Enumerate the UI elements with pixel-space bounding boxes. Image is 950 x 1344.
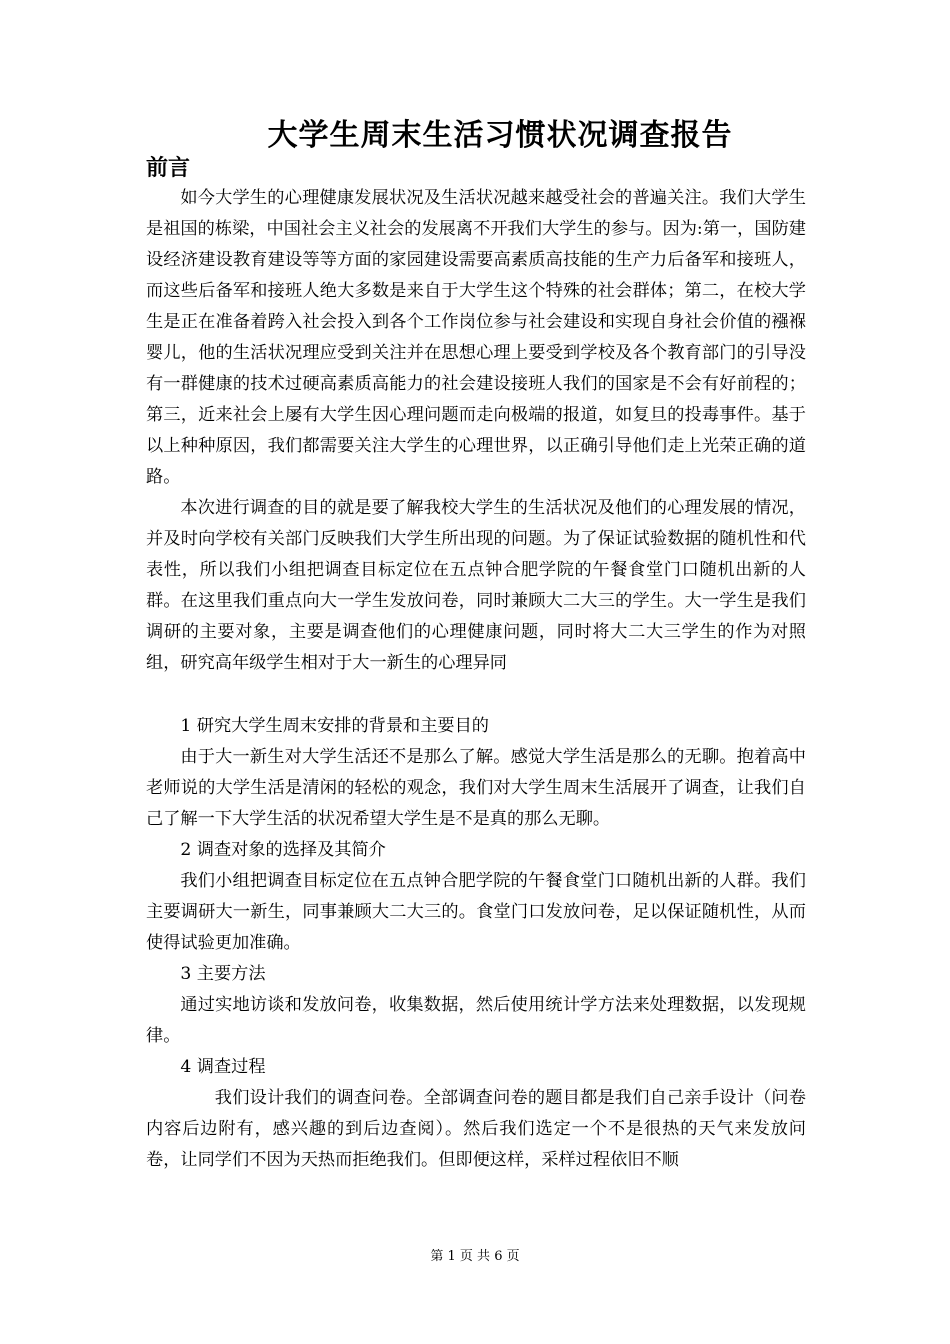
- section-2-heading: 2 调查对象的选择及其简介: [180, 840, 386, 860]
- section-1-heading: 1 研究大学生周末安排的背景和主要目的: [180, 716, 489, 736]
- section-3-heading: 3 主要方法: [180, 964, 266, 984]
- document-body: [146, 183, 806, 1176]
- document-title: 大学生周末生活习惯状况调查报告: [267, 118, 733, 153]
- section-4-text: 我们设计我们的调查问卷。全部调查问卷的题目都是我们自己亲手设计（问卷内容后边附有，感兴趣的到后边查阅）。然后我们选定一个不是很热的天气来发放问卷，让同学们不因为天热而拒绝我们。但即便这样，采样过程依旧不顺: [146, 1088, 806, 1170]
- preface-paragraph-2: 本次进行调查的目的就是要了解我校大学生的生活状况及他们的心理发展的情况，并及时向学校有关部门反映我们大学生所出现的问题。为了保证试验数据的随机性和代表性，所以我们小组把调查目标定位在五点钟合肥学院的午餐食堂门口随机出新的人群。在这里我们重点向大一学生发放问卷，同时兼顾大二大三的学生。大一学生是我们调研的主要对象，主要是调查他们的心理健康问题，同时将大二大三学生的作为对照组，研究高年级学生相对于大一新生的心理异同: [146, 498, 806, 673]
- section-1-text: 由于大一新生对大学生活还不是那么了解。感觉大学生活是那么的无聊。抱着高中老师说的大学生活是清闲的轻松的观念，我们对大学生周末生活展开了调查，让我们自己了解一下大学生活的状况希望大学生是不是真的那么无聊。: [146, 747, 806, 829]
- section-gap: [146, 679, 806, 711]
- preface-paragraph-1: 如今大学生的心理健康发展状况及生活状况越来越受社会的普遍关注。我们大学生是祖国的栋梁，中国社会主义社会的发展离不开我们大学生的参与。因为:第一，国防建设经济建设教育建设等等方面的家园建设需要高素质高技能的生产力后备军和接班人，而这些后备军和接班人绝大多数是来自于大学生这个特殊的社会群体；第二，在校大学生是正在准备着跨入社会投入到各个工作岗位参与社会建设和实现自身社会价值的襁褓婴儿，他的生活状况理应受到关注并在思想心理上要受到学校及各个教育部门的引导没有一群健康的技术过硬高素质高能力的社会建设接班人我们的国家是不会有好前程的；第三，近来社会上屡有大学生因心理问题而走向极端的报道，如复旦的投毒事件。基于以上种种原因，我们都需要关注大学生的心理世界，以正确引导他们走上光荣正确的道路。: [146, 188, 806, 487]
- section-3-text: 通过实地访谈和发放问卷，收集数据，然后使用统计学方法来处理数据，以发现规律。: [146, 995, 806, 1046]
- page-footer: 第 1 页 共 6 页: [430, 1249, 520, 1264]
- section-4-heading: 4 调查过程: [180, 1057, 266, 1077]
- preface-heading: 前言: [146, 155, 191, 181]
- section-2-text: 我们小组把调查目标定位在五点钟合肥学院的午餐食堂门口随机出新的人群。我们主要调研大一新生，同事兼顾大二大三的。食堂门口发放问卷，足以保证随机性，从而使得试验更加准确。: [146, 871, 806, 953]
